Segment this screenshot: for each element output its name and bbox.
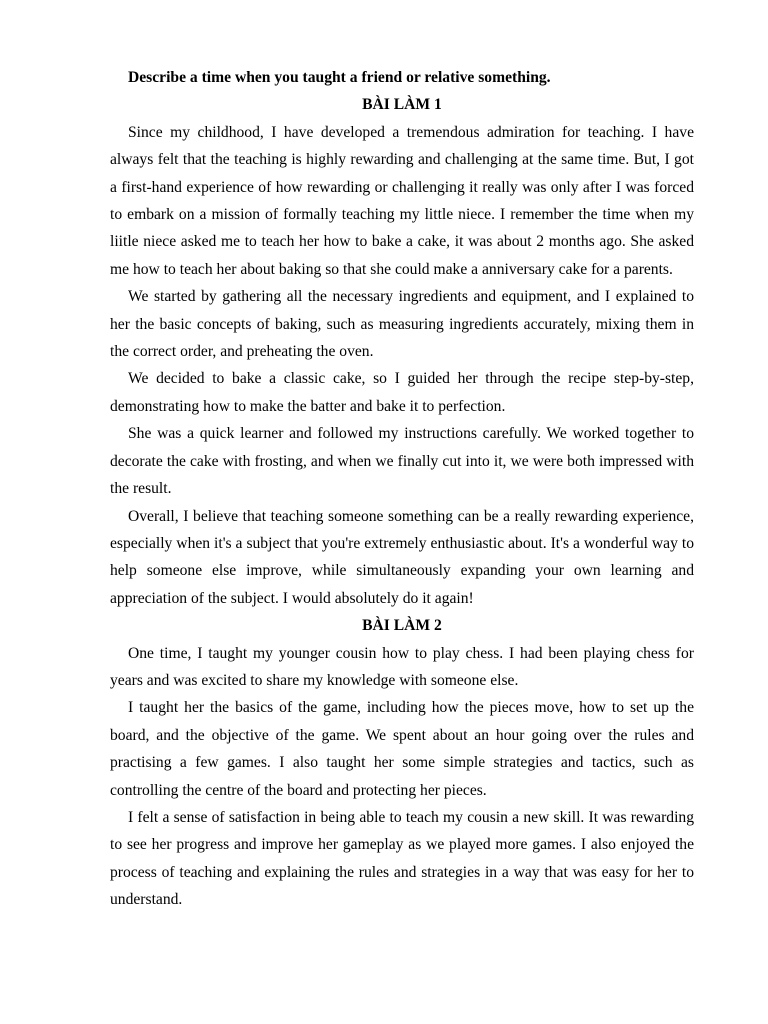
essay2-paragraph-3: I felt a sense of satisfaction in being able to teach my cousin a new skill. It was rewarding to see her progress and improve her gameplay as we played more games. I also enjoyed the process of teaching and explaining the rules and strategies in a way that was easy for her to understand. bbox=[110, 808, 694, 909]
essay2-paragraph-1: One time, I taught my younger cousin how to play chess. I had been playing chess for years and was excited to share my knowledge with someone else. bbox=[110, 644, 694, 689]
essay1-paragraph-5: Overall, I believe that teaching someone something can be a really rewarding experience, especially when it's a subject that you're extremely enthusiastic about. It's a wonderful way to help someone else improve, while simultaneously expanding your own learning and appreciation of the subject. I would absolutely do it again! bbox=[110, 507, 694, 607]
essay-prompt: Describe a time when you taught a friend or relative something. bbox=[128, 69, 551, 86]
document-page bbox=[110, 64, 694, 914]
essay1-paragraph-2: We started by gathering all the necessary ingredients and equipment, and I explained to her the basic concepts of baking, such as measuring ingredients accurately, mixing them in the correct order, and preheating the oven. bbox=[110, 288, 694, 361]
essay1-paragraph-4: She was a quick learner and followed my instructions carefully. We worked together to decorate the cake with frosting, and when we finally cut into it, we were both impressed with the result. bbox=[110, 425, 694, 498]
essay2-paragraph-2: I taught her the basics of the game, including how the pieces move, how to set up the board, and the objective of the game. We spent about an hour going over the rules and practising a few games. I also taught her some simple strategies and tactics, such as controlling the centre of the board and protecting her pieces. bbox=[110, 699, 694, 799]
essay1-paragraph-3: We decided to bake a classic cake, so I guided her through the recipe step-by-step, demonstrating how to make the batter and bake it to perfection. bbox=[110, 370, 694, 415]
essay1-paragraph-1: Since my childhood, I have developed a tremendous admiration for teaching. I have always felt that the teaching is highly rewarding and challenging at the same time. But, I got a first-hand experience of how rewarding or challenging it really was only after I was forced to embark on a mission of formally teaching my little niece. I remember the time when my liitle niece asked me to teach her how to bake a cake, it was about 2 months ago. She asked me how to teach her about baking so that she could make a anniversary cake for a parents. bbox=[110, 123, 694, 278]
essay2-heading: BÀI LÀM 2 bbox=[362, 617, 442, 635]
essay1-heading: BÀI LÀM 1 bbox=[362, 96, 442, 114]
